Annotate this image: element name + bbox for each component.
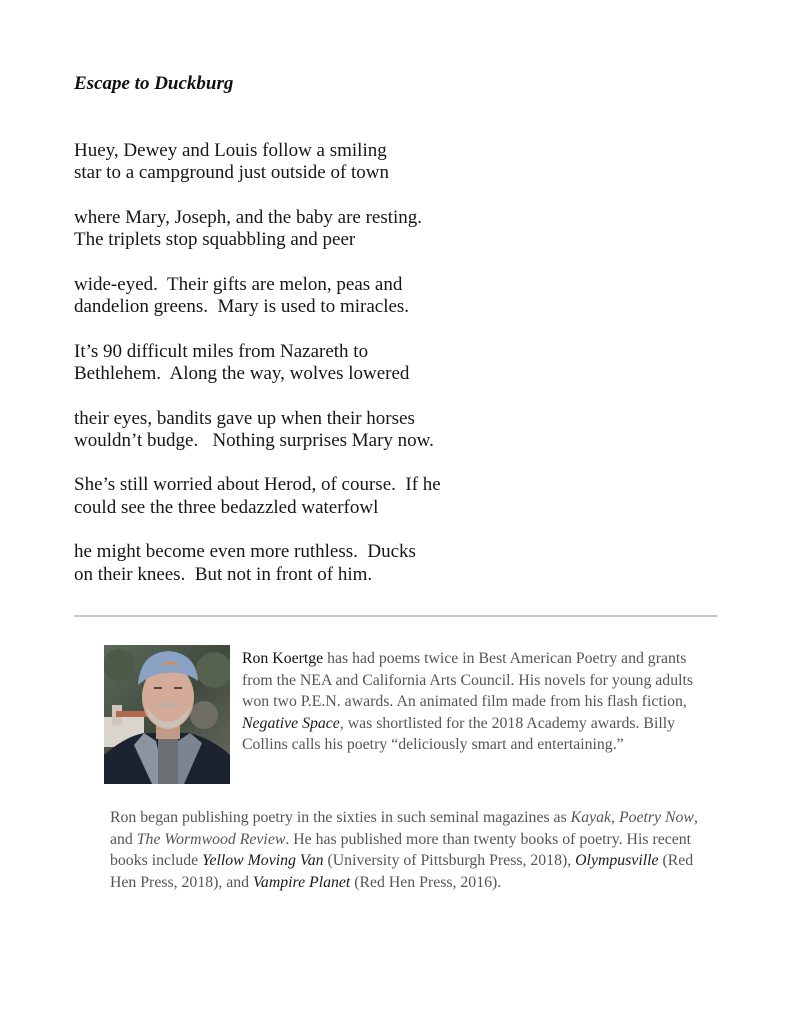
bio-text-segment: has had poems twice in Best American Poetry and grants from the NEA and California Arts Council. His novels for young adults won two P.E.N. awards. An animated film made from his flash fiction, xyxy=(242,650,694,711)
poem-line: where Mary, Joseph, and the baby are resting. xyxy=(74,206,423,228)
author-bio xyxy=(242,648,702,756)
bio-text-segment: Ron began publishing poetry in the sixties in such seminal magazines as xyxy=(110,809,571,826)
stanza-2 xyxy=(74,207,494,252)
poem-line: he might become even more ruthless. Ducks xyxy=(74,541,416,563)
magazine-title: Poetry Now xyxy=(618,809,694,826)
poem-line: The triplets stop squabbling and peer xyxy=(74,229,356,251)
bio-text-segment: . He has published more than twenty books of poetry. His recent books include xyxy=(110,830,692,870)
magazine-title: Kayak xyxy=(570,809,612,826)
stanza-3 xyxy=(74,274,494,319)
film-title: Negative Space xyxy=(242,714,340,732)
poem-line: It’s 90 difficult miles from Nazareth to xyxy=(74,340,369,362)
bio-text-segment: (Red Hen Press, 2018), and xyxy=(110,852,694,891)
bio-text-segment: (University of Pittsburgh Press, 2018), xyxy=(323,852,576,870)
stanza-4 xyxy=(74,341,494,386)
author-photo xyxy=(104,645,230,784)
poem-title: Escape to Duckburg xyxy=(74,73,234,94)
stanza-7 xyxy=(74,541,494,586)
book-title: Yellow Moving Van xyxy=(202,852,324,870)
poem-line: star to a campground just outside of town xyxy=(74,162,390,184)
poem-body xyxy=(74,140,494,608)
stanza-1 xyxy=(74,140,494,185)
bio-paragraph-2 xyxy=(110,807,700,893)
poem-line: wide-eyed. Their gifts are melon, peas and xyxy=(74,273,403,295)
poem-line: Bethlehem. Along the way, wolves lowered xyxy=(74,362,410,384)
poem-line: could see the three bedazzled waterfowl xyxy=(74,496,379,518)
book-title: Olympusville xyxy=(575,852,659,870)
poem-line: dandelion greens. Mary is used to miracles. xyxy=(74,296,410,318)
bio-text-segment: , and xyxy=(110,809,698,848)
poem-line: their eyes, bandits gave up when their horses xyxy=(74,407,415,429)
poem-line: wouldn’t budge. Nothing surprises Mary now. xyxy=(74,429,434,451)
bio-text-segment: (Red Hen Press, 2016). xyxy=(350,873,502,891)
bio-paragraph-1 xyxy=(242,648,702,756)
horizontal-divider xyxy=(74,615,717,617)
bio-text-segment: , was shortlisted for the 2018 Academy awards. Billy Collins calls his poetry “deliciously smart and entertaining.” xyxy=(242,714,676,754)
poem-line: on their knees. But not in front of him. xyxy=(74,563,373,585)
stanza-6 xyxy=(74,474,494,519)
magazine-title: The Wormwood Review xyxy=(136,830,286,848)
poem-line: Huey, Dewey and Louis follow a smiling xyxy=(74,140,387,161)
stanza-5 xyxy=(74,408,494,453)
author-name: Ron Koertge xyxy=(242,650,324,667)
book-title: Vampire Planet xyxy=(253,873,351,891)
poem-line: She’s still worried about Herod, of course. If he xyxy=(74,474,441,496)
bio-text-segment: , xyxy=(611,809,619,826)
